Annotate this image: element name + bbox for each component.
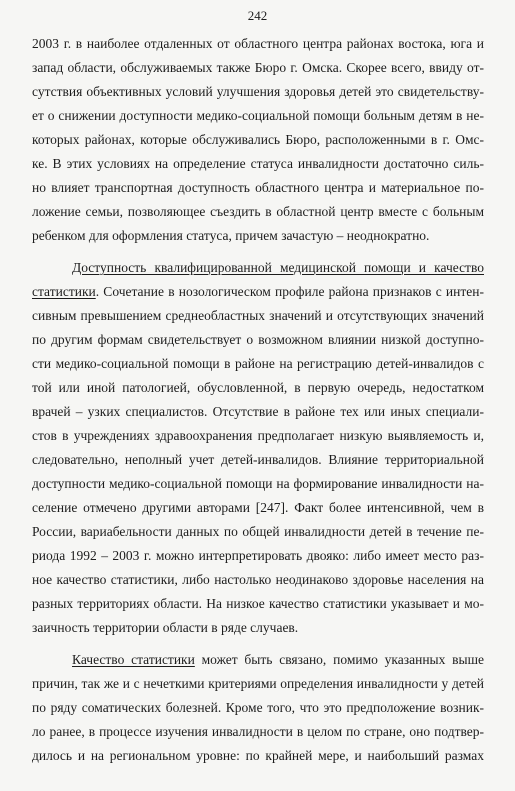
text-line: по ряду соматических болезней. Кроме того, что это предположение возник- <box>32 700 484 715</box>
text-line: ет о снижении доступности медико-социальной помощи больным детям в не- <box>32 108 484 123</box>
text-line: ке. В этих условиях на определение статуса инвалидности достаточно силь- <box>32 156 484 171</box>
underlined-heading: Доступность квалифицированной медицинской помощи и качество <box>72 260 484 275</box>
paragraph <box>32 648 484 768</box>
text-line: сутствия объективных условий улучшения здоровья детей это свидетельству- <box>32 84 484 99</box>
body-text <box>32 32 484 768</box>
text-line: следовательно, неполный учет детей-инвалидов. Влияние территориальной <box>32 452 484 467</box>
text-fragment: может быть связано, помимо указанных выше <box>194 652 484 667</box>
text-line: сивным превышением среднеобластных значений и отсутствующих значений <box>32 308 484 323</box>
text-line <box>32 648 484 672</box>
text-line: разных территориях области. На низкое качество статистики указывает и мо- <box>32 596 484 611</box>
text-line: заичность территории области в ряде случаев. <box>32 620 299 635</box>
text-line: врачей – узких специалистов. Отсутствие в районе тех или иных специали- <box>32 404 484 419</box>
text-line: той или иной патологией, обусловленной, в первую очередь, недостатком <box>32 380 484 395</box>
text-line: которых районах, которые обслуживались Бюро, расположенными в г. Омс- <box>32 132 484 147</box>
text-line <box>32 280 484 304</box>
text-line: ное качество статистики, либо настолько неодинаково здоровье населения на <box>32 572 484 587</box>
text-line: селение отмечено другими авторами [247]. Факт более интенсивной, чем в <box>32 500 484 515</box>
text-line: доступности медико-социальной помощи на формирование инвалидности на- <box>32 476 484 491</box>
text-line: дилось и на региональном уровне: по крайней мере, и наибольший размах <box>32 748 484 763</box>
page-number: 242 <box>247 8 268 23</box>
text-line: запад области, обслуживаемых также Бюро г. Омска. Скорее всего, ввиду от- <box>32 60 484 75</box>
text-line: риода 1992 – 2003 г. можно интерпретировать двояко: либо имеет место раз- <box>32 548 484 563</box>
text-line: ло ранее, в процессе изучения инвалидности в целом по стране, оно подтвер- <box>32 724 484 739</box>
text-line: но влияет транспортная доступность областного центра и материальное по- <box>32 180 484 195</box>
text-fragment: . Сочетание в нозологическом профиле района признаков с интен- <box>95 284 484 299</box>
text-line: причин, так же и с нечеткими критериями определения инвалидности у детей <box>32 676 484 691</box>
underlined-heading: статистики <box>32 284 96 299</box>
text-line: сти медико-социальной помощи в районе на регистрацию детей-инвалидов с <box>32 356 484 371</box>
text-line: по другим формам свидетельствует о возможном влиянии низкой доступно- <box>32 332 484 347</box>
text-line: России, вариабельности данных по общей инвалидности детей в течение пе- <box>32 524 484 539</box>
text-line: ребенком для оформления статуса, причем зачастую – неоднократно. <box>32 228 430 243</box>
text-line: 2003 г. в наиболее отдаленных от областного центра районах востока, юга и <box>32 36 484 51</box>
text-line: стов в учреждениях здравоохранения предполагает низкую выявляемость и, <box>32 428 484 443</box>
paragraph <box>32 32 484 248</box>
paragraph <box>32 256 484 640</box>
text-line: ложение семьи, позволяющее съездить в областной центр вместе с больным <box>32 204 484 219</box>
text-line <box>32 256 484 280</box>
underlined-heading: Качество статистики <box>72 652 195 667</box>
